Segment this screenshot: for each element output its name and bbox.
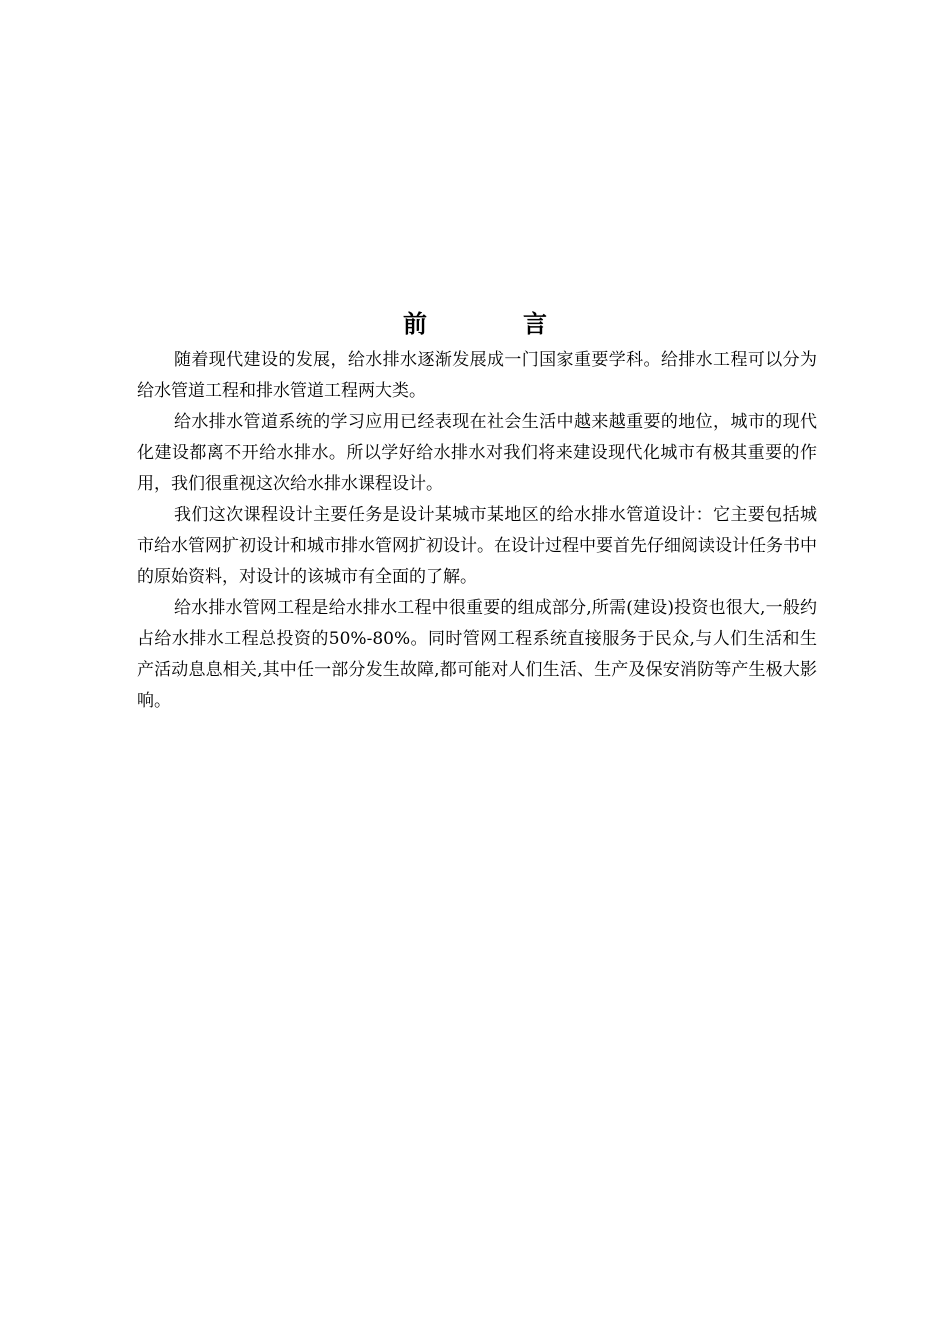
paragraph-3: 我们这次课程设计主要任务是设计某城市某地区的给水排水管道设计：它主要包括城市给水管网扩初设计和城市排水管网扩初设计。在设计过程中要首先仔细阅读设计任务书中的原始资料，对设计的该城市有全面的了解。 bbox=[137, 505, 817, 587]
preface-body bbox=[137, 345, 817, 717]
paragraph-4: 给水排水管网工程是给水排水工程中很重要的组成部分,所需(建设)投资也很大,一般约占给水排水工程总投资的50%-80%。同时管网工程系统直接服务于民众,与人们生活和生产活动息息相关,其中任一部分发生故障,都可能对人们生活、生产及保安消防等产生极大影响。 bbox=[137, 598, 817, 711]
page-title: 前 言 bbox=[403, 309, 583, 338]
paragraph-1: 随着现代建设的发展，给水排水逐渐发展成一门国家重要学科。给排水工程可以分为给水管道工程和排水管道工程两大类。 bbox=[137, 350, 817, 401]
paragraph-2: 给水排水管道系统的学习应用已经表现在社会生活中越来越重要的地位，城市的现代化建设都离不开给水排水。所以学好给水排水对我们将来建设现代化城市有极其重要的作用，我们很重视这次给水排水课程设计。 bbox=[137, 412, 817, 494]
